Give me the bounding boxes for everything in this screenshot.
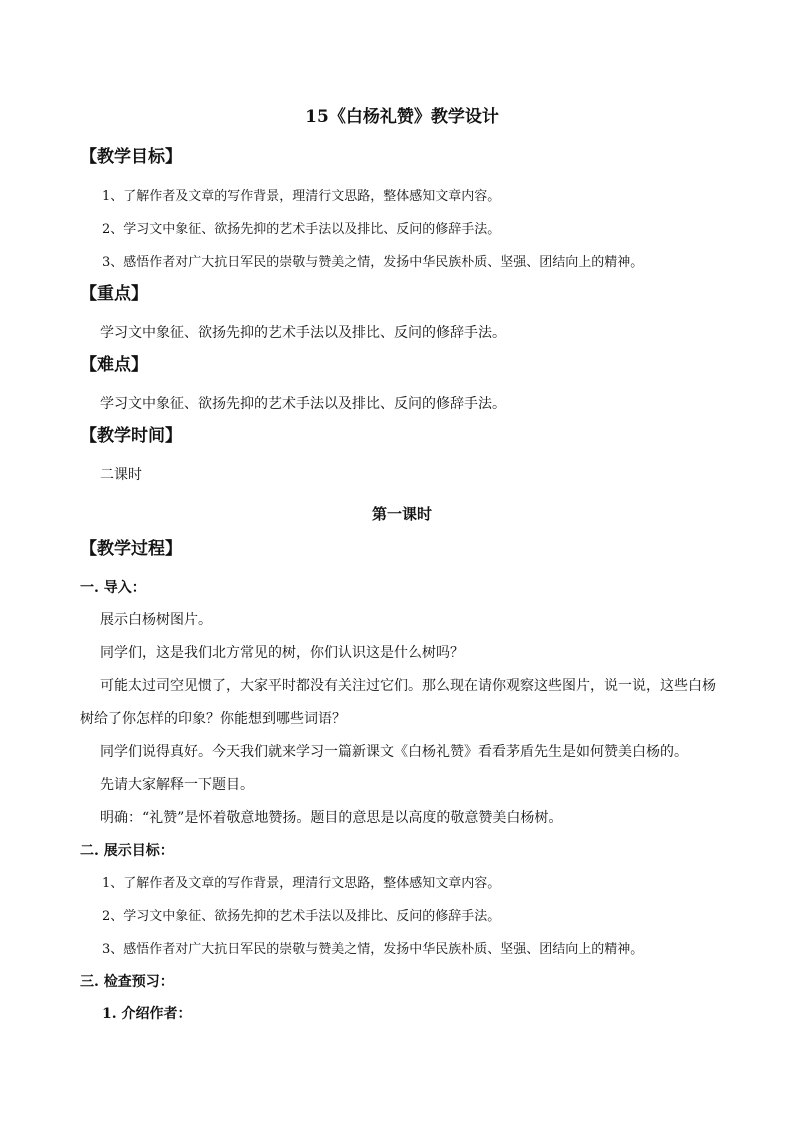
goal-item: 3、感悟作者对广大抗日军民的崇敬与赞美之情，发扬中华民族朴质、坚强、团结向上的精神。 <box>102 255 644 270</box>
intro-heading: 一. 导入： <box>80 580 146 596</box>
intro-paragraph-continued: 树给了你怎样的印象？你能想到哪些词语？ <box>80 711 346 727</box>
time-heading: 【教学时间】 <box>80 426 182 446</box>
key-text: 学习文中象征、欲扬先抑的艺术手法以及排比、反问的修辞手法。 <box>100 325 506 341</box>
goal-item: 1、了解作者及文章的写作背景，理清行文思路，整体感知文章内容。 <box>102 876 501 891</box>
goal-item: 1、了解作者及文章的写作背景，理清行文思路，整体感知文章内容。 <box>102 189 501 204</box>
time-text: 二课时 <box>100 467 142 483</box>
process-heading: 【教学过程】 <box>80 539 182 559</box>
goal-item: 2、学习文中象征、欲扬先抑的艺术手法以及排比、反问的修辞手法。 <box>102 909 501 924</box>
key-heading: 【重点】 <box>80 284 148 304</box>
intro-paragraph: 先请大家解释一下题目。 <box>100 777 254 793</box>
document-title: 15《白杨礼赞》教学设计 <box>305 107 499 127</box>
difficulty-text: 学习文中象征、欲扬先抑的艺术手法以及排比、反问的修辞手法。 <box>100 396 506 412</box>
goals-heading: 【教学目标】 <box>80 147 182 167</box>
lesson-title: 第一课时 <box>371 505 432 523</box>
preview-subheading: 1. 介绍作者： <box>102 1006 192 1022</box>
goal-item: 3、感悟作者对广大抗日军民的崇敬与赞美之情，发扬中华民族朴质、坚强、团结向上的精神。 <box>102 942 644 957</box>
difficulty-heading: 【难点】 <box>80 355 148 375</box>
intro-paragraph: 明确：“礼赞”是怀着敬意地赞扬。题目的意思是以高度的敬意赞美白杨树。 <box>100 810 563 826</box>
show-goals-heading: 二. 展示目标： <box>80 843 174 859</box>
goal-item: 2、学习文中象征、欲扬先抑的艺术手法以及排比、反问的修辞手法。 <box>102 222 501 237</box>
intro-paragraph: 同学们，这是我们北方常见的树，你们认识这是什么树吗？ <box>100 645 464 661</box>
intro-paragraph: 可能太过司空见惯了，大家平时都没有关注过它们。那么现在请你观察这些图片，说一说，这些白杨 <box>100 678 716 694</box>
intro-paragraph: 展示白杨树图片。 <box>100 612 212 628</box>
preview-heading: 三. 检查预习： <box>80 974 174 990</box>
intro-paragraph: 同学们说得真好。今天我们就来学习一篇新课文《白杨礼赞》看看茅盾先生是如何赞美白杨的。 <box>100 744 688 760</box>
